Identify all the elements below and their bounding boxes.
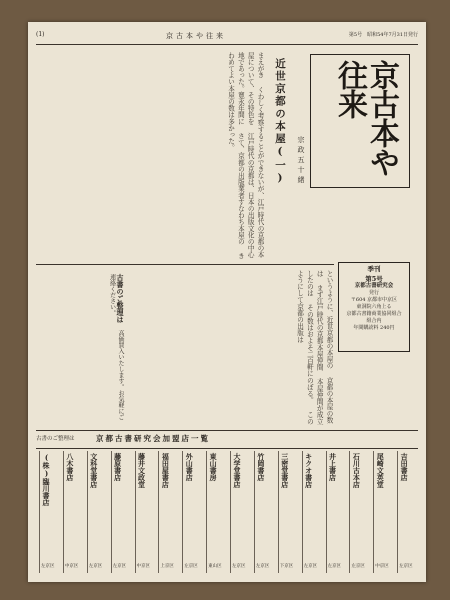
shop-district: 左京区 bbox=[232, 564, 246, 569]
shop-ad bbox=[349, 451, 370, 573]
shop-district: 左京区 bbox=[184, 564, 198, 569]
article-body-lower bbox=[128, 270, 333, 428]
member-shop-list bbox=[36, 448, 418, 577]
shop-ad bbox=[135, 451, 156, 573]
shop-name: 藤井文政堂 bbox=[137, 453, 147, 488]
shop-district: 中京区 bbox=[375, 564, 389, 569]
shop-name: 東山書房 bbox=[209, 453, 219, 481]
shop-district: 左京区 bbox=[255, 564, 270, 569]
shop-ad bbox=[158, 451, 179, 573]
left-note-text: 高価買入いたします。お気軽にご連絡ください。 bbox=[108, 274, 124, 420]
article-body-upper bbox=[36, 52, 264, 262]
shop-name: 外山書店 bbox=[185, 453, 195, 481]
body-text-a: くわしく考察することができないが、江戸時代の京都の本屋について、その特色を bbox=[246, 52, 264, 259]
header-rule bbox=[36, 44, 418, 45]
info-addr3: 京都古書籍商業協同組合 bbox=[346, 311, 402, 317]
sub-heading: まえがき bbox=[256, 52, 264, 79]
mid-rule bbox=[36, 264, 334, 265]
info-addr1: 〒604 京都市中京区 bbox=[350, 297, 398, 303]
shop-district: 中京区 bbox=[136, 564, 150, 569]
ad-section-title: 京都古書研究会加盟店一覧 bbox=[96, 434, 210, 443]
shop-district: 東山区 bbox=[208, 564, 222, 569]
article-title: 近世京都の本屋(一) bbox=[274, 58, 286, 186]
body-text-e: というように、近世京都の本屋の bbox=[325, 270, 333, 369]
shop-name: 文科堂書店 bbox=[89, 453, 99, 488]
shop-name: 福田屋書店 bbox=[161, 453, 171, 488]
shop-name: 井上書店 bbox=[328, 453, 338, 481]
shop-ad bbox=[111, 451, 132, 573]
ad-section-header bbox=[36, 433, 418, 445]
info-publisher: 京都古書研究会 bbox=[354, 283, 394, 289]
shop-name: 吉田書店 bbox=[400, 453, 410, 481]
left-note-heading: 古書のご整理は bbox=[116, 274, 125, 323]
shop-name: 竹岡書店 bbox=[256, 453, 266, 481]
info-issued: 発行 bbox=[368, 290, 379, 296]
body-text-d: きわめてよい本屋の数は多かった。 bbox=[226, 52, 245, 260]
left-note bbox=[36, 274, 124, 424]
shop-ad bbox=[206, 451, 227, 573]
shop-name: 石川古本店 bbox=[352, 453, 362, 488]
shop-name: 大学堂書店 bbox=[233, 453, 242, 488]
shop-district: 左京区 bbox=[399, 564, 413, 569]
shop-name: (株)臨川書店 bbox=[42, 453, 51, 506]
info-price: 年間購読料 240円 bbox=[353, 325, 395, 331]
shop-ad bbox=[302, 451, 323, 573]
shop-name: キクオ書店 bbox=[304, 453, 314, 488]
info-issue: 第5号 bbox=[365, 275, 383, 283]
body-text-c: さて、京都の出版業者すなわち本屋の bbox=[236, 132, 245, 245]
shop-ad bbox=[278, 451, 299, 573]
shop-district: 左京区 bbox=[351, 564, 365, 569]
shop-ad bbox=[63, 451, 84, 573]
shop-ad bbox=[182, 451, 203, 573]
ad-intro: 古書のご整理は bbox=[36, 436, 75, 442]
shop-district: 左京区 bbox=[88, 564, 103, 569]
shop-name: 藤原書店 bbox=[113, 453, 123, 481]
body-text-f: 京都の本屋の数は bbox=[315, 270, 333, 424]
masthead-logo bbox=[310, 54, 410, 188]
shop-district: 中京区 bbox=[64, 564, 79, 569]
page-number: (1) bbox=[36, 31, 45, 38]
shop-ad bbox=[397, 451, 418, 573]
publication-info-box bbox=[338, 262, 410, 352]
shop-district: 左京区 bbox=[112, 564, 127, 569]
body-text-h: 本屋仲間が成立したのは bbox=[305, 270, 324, 425]
info-addr4: 組合内 bbox=[366, 318, 382, 324]
shop-ad bbox=[230, 451, 251, 573]
shop-name: 尾崎文英堂 bbox=[376, 453, 386, 488]
shop-ad bbox=[254, 451, 275, 573]
ad-top-rule bbox=[36, 430, 418, 431]
shop-name: 八木書店 bbox=[65, 453, 75, 481]
article-author: 宗政五十緒 bbox=[297, 136, 305, 186]
body-text-i: その数はおよそ二百軒にのぼる。 bbox=[305, 304, 314, 404]
shop-district: 左京区 bbox=[303, 564, 318, 569]
info-addr2: 東洞院六角上る bbox=[356, 304, 392, 310]
body-text-b: 江戸時代の京都は、日本の出版文化の中心地であった。寛永年間に bbox=[236, 52, 255, 259]
shop-name: 三密堂書店 bbox=[280, 453, 290, 488]
body-text-g: まず江戸時代の京都本屋仲間 bbox=[315, 284, 324, 371]
masthead-title: 京古本や往来 bbox=[332, 60, 399, 176]
page-header bbox=[36, 31, 418, 43]
header-title: 京古本や往来 bbox=[166, 32, 226, 40]
shop-district: 左京区 bbox=[41, 564, 55, 569]
shop-ad bbox=[87, 451, 108, 573]
article-heading bbox=[268, 58, 308, 190]
shop-ad bbox=[373, 451, 394, 573]
shop-district: 下京区 bbox=[279, 564, 294, 569]
shop-district: 上京区 bbox=[160, 564, 174, 569]
shop-ad bbox=[39, 451, 60, 573]
info-kind: 季刊 bbox=[367, 265, 381, 273]
shop-ad bbox=[326, 451, 347, 573]
issue-info: 第5号 昭和54年7月31日発行 bbox=[348, 32, 418, 38]
shop-district: 左京区 bbox=[327, 564, 341, 569]
body-text-j: このようにして京都の出版は bbox=[295, 270, 314, 425]
newsletter-page bbox=[28, 22, 426, 582]
